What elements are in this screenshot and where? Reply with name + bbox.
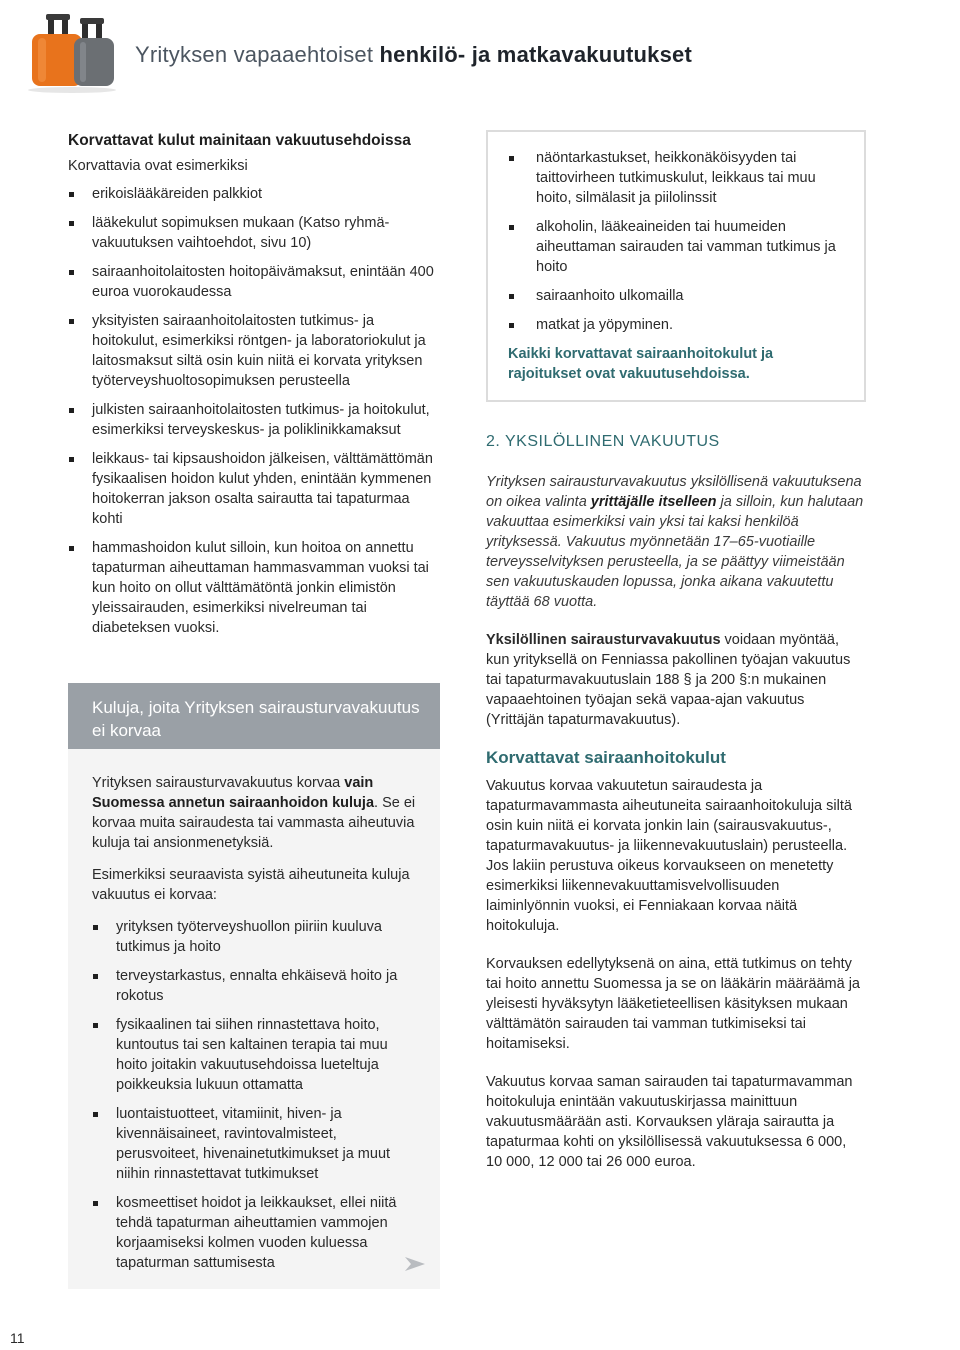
exclusions-title: Kuluja, joita Yrityksen sairausturvavakuutus ei korvaa	[92, 698, 420, 740]
page-title: Yrityksen vapaaehtoiset henkilö- ja matkavakuutukset	[135, 42, 692, 67]
list-item: terveystarkastus, ennalta ehkäisevä hoito ja rokotus	[92, 966, 422, 1006]
list-item: kosmeettiset hoidot ja leikkaukset, ellei niitä tehdä tapaturman aiheuttamien vammojen korjaamiseksi kolmen vuoden kuluessa tapaturman sattumisesta	[92, 1193, 422, 1273]
list-item: yksityisten sairaanhoitolaitosten tutkimus- ja hoitokulut, esimerkiksi röntgen- ja laboratoriokulut ja laitosmaksut siltä osin kuin niitä ei korvata yrityksen työterveyshuoltosopimuksen perusteella	[68, 311, 440, 391]
paragraph: Yksilöllinen sairausturvavakuutus voidaan myöntää, kun yrityksellä on Fenniassa pakollinen työajan vakuutus tai tapaturmavakuutuslain 188 § ja 200 §:n mukainen vapaaehtoinen työajan sekä vapaa-ajan vakuutus (Yrittäjän tapaturmavakuutus).	[486, 632, 851, 728]
paragraph: Vakuutus korvaa saman sairauden tai tapaturmavamman hoitokuluja enintään vakuutuskirjassa mainittuun vakuutusmäärään asti. Korvauksen yläraja sairautta ja tapaturmaa kohti on yksilöllisessä vakuutuksessa 6 000, 10 000, 12 000 tai 26 000 euroa.	[486, 1074, 853, 1170]
exclusions-list	[92, 917, 422, 1273]
exclusions-intro: Esimerkiksi seuraavista syistä aiheutuneita kuluja vakuutus ei korvaa:	[92, 867, 410, 903]
subsection-title: Korvattavat sairaanhoitokulut	[486, 748, 726, 767]
continued-exclusions-list	[508, 148, 848, 335]
list-item: fysikaalinen tai siihen rinnastettava hoito, kuntoutus tai sen kaltainen terapia tai muu hoito joitakin vakuutusehdoissa lueteltuja poikkeuksia lukuun ottamatta	[92, 1015, 422, 1095]
list-item: näöntarkastukset, heikkonäköisyyden tai taittovirheen tutkimuskulut, leikkaus tai muu hoito, silmälasit ja piilolinssit	[508, 148, 848, 208]
list-item: hammashoidon kulut silloin, kun hoitoa on annettu tapaturman aiheuttaman hammasvamman vuoksi tai kun hoito on ollut välttämätöntä jonkin elimistön yleissairauden, esimerkiksi nivelreuman tai diabeteksen vuoksi.	[68, 538, 440, 638]
list-item: julkisten sairaanhoitolaitosten tutkimus- ja hoitokulut, esimerkiksi terveyskeskus- ja poliklinikkamaksut	[68, 400, 440, 440]
list-item: leikkaus- tai kipsaushoidon jälkeisen, välttämättömän fysikaalisen hoidon kulut yhden, enintään kymmenen hoitokerran jakson osalta sairautta tai tapaturmaa kohti	[68, 449, 440, 529]
left-column	[68, 130, 440, 647]
list-item: lääkekulut sopimuksen mukaan (Katso ryhmä-vakuutuksen vaihtoehdot, sivu 10)	[68, 213, 440, 253]
continued-exclusions-box	[486, 130, 866, 402]
list-item: sairaanhoitolaitosten hoitopäivämaksut, enintään 400 euroa vuorokaudessa	[68, 262, 440, 302]
intro-text: Korvattavia ovat esimerkiksi	[68, 158, 248, 174]
arrow-right-icon	[405, 1257, 425, 1271]
exclusions-paragraph: Yrityksen sairausturvavakuutus korvaa vain Suomessa annetun sairaanhoidon kuluja. Se ei korvaa muita sairaudesta tai vammasta aiheutuvia kuluja tai ansionmenetyksiä.	[92, 775, 416, 851]
list-item: matkat ja yöpyminen.	[508, 315, 848, 335]
right-column	[486, 432, 866, 1190]
suitcase-icon	[20, 4, 120, 94]
covered-costs-list	[68, 184, 440, 638]
paragraph: Vakuutus korvaa vakuutetun sairaudesta ja tapaturmavammasta aiheutuneita sairaanhoitokuluja siltä osin kuin niitä ei korvata jonkin lain (sairausvakuutus-, tapaturmavakuutus- ja liikennevakuutuslain) perusteella. Jos lakiin perustuva oikeus korvaukseen on menetetty esimerkiksi liikennevakuuttamisvelvollisuuden laiminlyönnin vuoksi, ei Fenniakaan korvaa näitä hoitokuluja.	[486, 778, 852, 934]
list-item: luontaistuotteet, vitamiinit, hiven- ja kivennäisaineet, ravintovalmisteet, perusvoiteet, hivenainetutkimukset ja muut niihin rinnastettavat tutkimukset	[92, 1104, 422, 1184]
exclusions-banner	[68, 683, 440, 749]
section-title: 2. YKSILÖLLINEN VAKUUTUS	[486, 433, 720, 450]
conditions-note: Kaikki korvattavat sairaanhoitokulut ja rajoitukset ovat vakuutusehdoissa.	[508, 346, 774, 382]
list-item: yrityksen työterveyshuollon piiriin kuuluva tutkimus ja hoito	[92, 917, 422, 957]
exclusions-box	[68, 749, 440, 1289]
section-heading: Korvattavat kulut mainitaan vakuutusehdoissa	[68, 132, 411, 149]
individual-insurance-intro: Yrityksen sairausturvavakuutus yksilöllisenä vakuutuksena on oikea valinta yrittäjälle itselleen ja silloin, kun halutaan vakuuttaa esimerkiksi vain yksi tai kaksi henkilöä yrityksessä. Vakuutus myönnetään 17–65-vuotiaille terveysselvityksen perusteella, ja se päättyy viimeistään sen vakuutuskauden lopussa, jonka aikana vakuutettu täyttää 68 vuotta.	[486, 474, 864, 610]
list-item: erikoislääkäreiden palkkiot	[68, 184, 440, 204]
paragraph: Korvauksen edellytyksenä on aina, että tutkimus on tehty tai hoito annettu Suomessa ja se on lääkärin määräämä ja yleisesti hyväksytyn lääketieteellisen käsityksen mukaan välttämätön sairauden tai vamman tutkimiseksi tai hoitamiseksi.	[486, 956, 860, 1052]
page-number: 11	[10, 1330, 25, 1346]
list-item: alkoholin, lääkeaineiden tai huumeiden aiheuttaman sairauden tai vamman tutkimus ja hoito	[508, 217, 848, 277]
list-item: sairaanhoito ulkomailla	[508, 286, 848, 306]
